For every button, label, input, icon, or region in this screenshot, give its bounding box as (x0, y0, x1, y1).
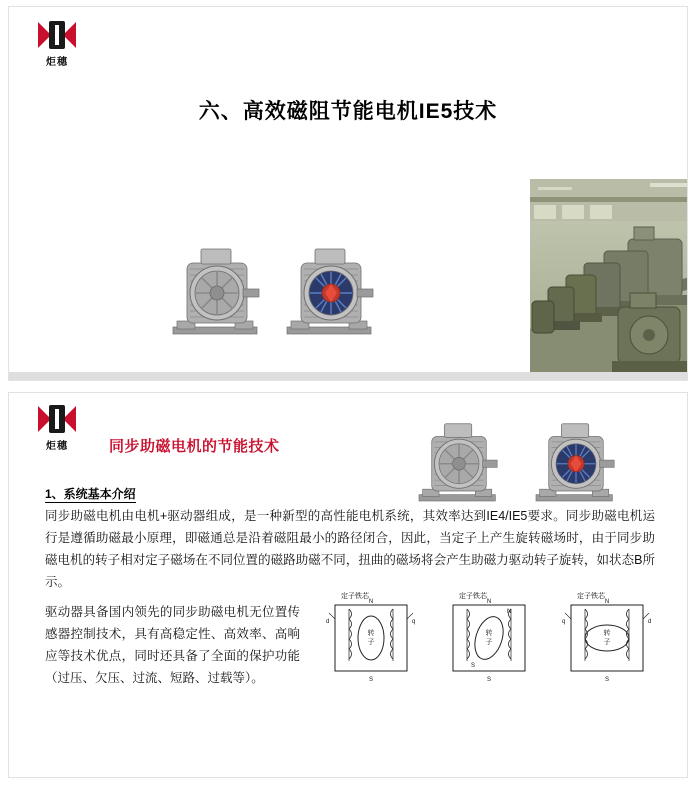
svg-text:N: N (604, 599, 610, 605)
diagram-a-title: 定子铁芯 (341, 593, 369, 600)
section-heading: 1、系统基本介绍 (45, 487, 136, 501)
slide-1-title: 六、高效磁阻节能电机IE5技术 (198, 100, 498, 123)
diagram-state-c (555, 591, 665, 687)
paragraph-driver-technology: 驱动器具备国内领先的同步助磁电机无位置传感器控制技术，具有高稳定性、高效率、高响应等技术优点，同时还具备了全面的保护功能（过压、欠压、过流、短路、过载等）。 (45, 605, 300, 685)
logo-mark-icon-2 (34, 405, 80, 435)
slide-1 (8, 6, 688, 381)
motor-illustration-left-2 (404, 411, 514, 511)
svg-text:d: d (648, 619, 652, 625)
svg-text:N: N (368, 599, 374, 605)
svg-text:q: q (562, 619, 566, 625)
motor-illustration-left (157, 235, 277, 345)
svg-text:S: S (604, 677, 610, 683)
logo-mark-icon (34, 21, 80, 51)
svg-text:转: 转 (485, 630, 493, 637)
factory-production-line-photo (530, 179, 688, 381)
svg-text:转: 转 (603, 630, 611, 637)
slide-2-title: 同步助磁电机的节能技术 (109, 438, 280, 455)
svg-text:N: N (507, 609, 512, 615)
svg-text:q: q (412, 619, 416, 625)
motor-illustration-right-2 (521, 411, 631, 511)
logo-brand-text-2: 炬穗 (46, 441, 68, 452)
svg-text:S: S (471, 663, 476, 669)
svg-text:子: 子 (603, 639, 611, 646)
svg-text:子: 子 (367, 639, 375, 646)
logo-brand-text: 炬穗 (46, 57, 68, 68)
svg-text:d: d (326, 619, 330, 625)
svg-text:子: 子 (485, 639, 493, 646)
svg-text:S: S (486, 677, 492, 683)
svg-text:S: S (368, 677, 374, 683)
magnetic-circuit-diagrams (319, 591, 669, 701)
company-logo (31, 21, 83, 69)
slide-2 (8, 392, 688, 778)
diagram-state-b (437, 591, 547, 687)
svg-text:转: 转 (367, 630, 375, 637)
company-logo-2 (31, 405, 83, 453)
paragraph-system-introduction: 同步助磁电机由电机+驱动器组成，是一种新型的高性能电机系统，其效率达到IE4/IE5要求。同步助磁电机运行是遵循助磁最小原理，即磁通总是沿着磁阻最小的路径闭合，因此，当定子上产生旋转磁场时，由于同步助磁电机的转子相对定子磁场在不同位置的磁路助磁不同，扭曲的磁场将会产生助磁力驱动转子旋转，如状态B所示。 (45, 509, 655, 589)
diagram-b-title: 定子铁芯 (459, 593, 487, 600)
slide-1-bottom-divider (9, 372, 687, 380)
diagram-state-a (319, 591, 429, 687)
motor-illustration-right (271, 235, 391, 345)
diagram-c-title: 定子铁芯 (577, 593, 605, 600)
svg-text:N: N (486, 599, 492, 605)
